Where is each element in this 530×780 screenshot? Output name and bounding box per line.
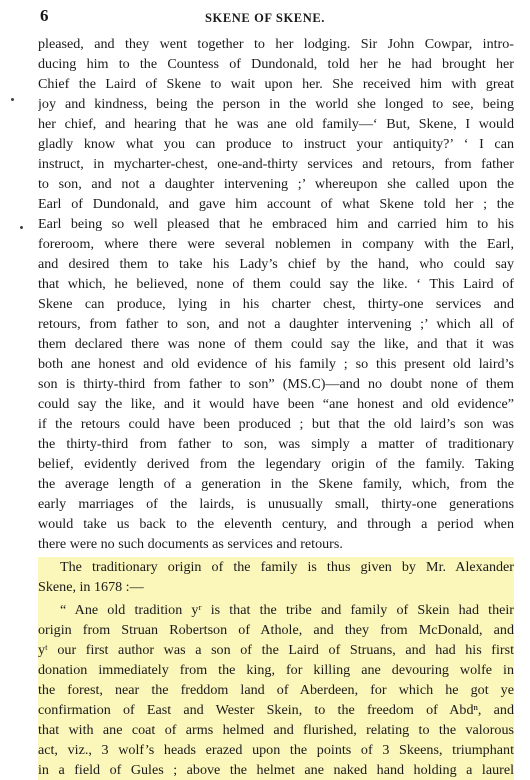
text-line: the average length of a generation in the Skene family, which, from the [38,476,514,492]
text-line: son is thirty-third from father to son” (MS.C)—and no doubt none of them [38,376,514,392]
text-line: retours, from father to son, and not a daughter intervening ;’ which all of [38,316,514,332]
text-line: foreroom, where there were several noblemen in company with the Earl, [38,236,514,252]
text-line: could say the like, and it would have been “ane honest and old evidence” [38,396,514,412]
text-line: gladly know what you can produce to instruct your antiquity?’ ‘ I can [38,136,514,152]
text-line: pleased, and they went together to her lodging. Sir John Cowpar, intro- [38,36,514,52]
text-line: instruct, in mycharter-chest, one-and-thirty services and retours, from father [38,156,514,172]
highlighted-line: the forest, near the freddom land of Aberdeen, for which he got ye [38,682,514,698]
text-line: Earl of Dundonald, and gave him account of what Skene told her ; the [38,196,514,212]
text-line: Earl being so well pleased that he embraced him and carried him to his [38,216,514,232]
text-line: belief, evidently derived from the legendary origin of the family. Taking [38,456,514,472]
highlighted-line: donation immediately from the king, for killing ane devouring wolfe in [38,662,514,678]
page-body [38,34,514,780]
highlighted-line: “ Ane old tradition yʳ is that the tribe and family of Skein had their [60,602,514,618]
highlighted-line: confirmation of East and Wester Skein, to the freedom of Abdⁿ, and [38,702,514,718]
highlighted-line: origin from Struan Robertson of Athole, and they from McDonald, and [38,622,514,638]
text-line: ducing him to the Countess of Dundonald, told her he had brought her [38,56,514,72]
text-line: them declared there was none of them could say the like, and that it was [38,336,514,352]
text-line: would take us back to the eleventh century, and through a period when [38,516,514,532]
text-line: there were no such documents as services and retours. [38,536,343,552]
text-line: if the retours could have been produced ; but that the old laird’s son was [38,416,514,432]
text-line: early marriages of the lairds, is unusually small, thirty-one generations [38,496,514,512]
page-number: 6 [40,6,49,25]
highlighted-passage [38,557,514,780]
highlighted-line: Skene, in 1678 :— [38,579,144,595]
text-line: joy and kindness, being the person in the world she longed to see, being [38,96,514,112]
highlighted-line: yᵗ our first author was a son of the Laird of Struans, and had his first [38,642,514,658]
text-line: Skene can produce, lying in his charter chest, thirty-one services and [38,296,514,312]
text-line: her chief, and hearing that he was ane old family—‘ But, Skene, I would [38,116,514,132]
highlighted-line: that with ane coat of arms helmed and flurished, relating to the valorous [38,722,514,738]
margin-speck-1 [11,98,14,101]
highlighted-line: in a field of Gules ; above the helmet ane naked hand holding a laurel [38,762,514,778]
running-head: SKENE OF SKENE. [204,11,326,25]
margin-speck-2 [20,226,23,229]
highlighted-line: The traditionary origin of the family is thus given by Mr. Alexander [60,559,514,575]
highlighted-line: act, viz., 3 wolf’s heads erazed upon the points of 3 Skeens, triumphant [38,742,514,758]
text-line: that which, he believed, none of them could say the like. ‘ This Laird of [38,276,514,292]
text-line: Chief the Laird of Skene to wait upon her. She received him with great [38,76,514,92]
text-line: both ane honest and old evidence of his family ; so this present old laird’s [38,356,514,372]
text-line: and desired them to take his Lady’s chief by the hand, who could say [38,256,514,272]
text-line: to son, and not a daughter intervening ;’ whereupon she called upon the [38,176,514,192]
text-line: the thirty-third from father to son, was simply a matter of traditionary [38,436,514,452]
